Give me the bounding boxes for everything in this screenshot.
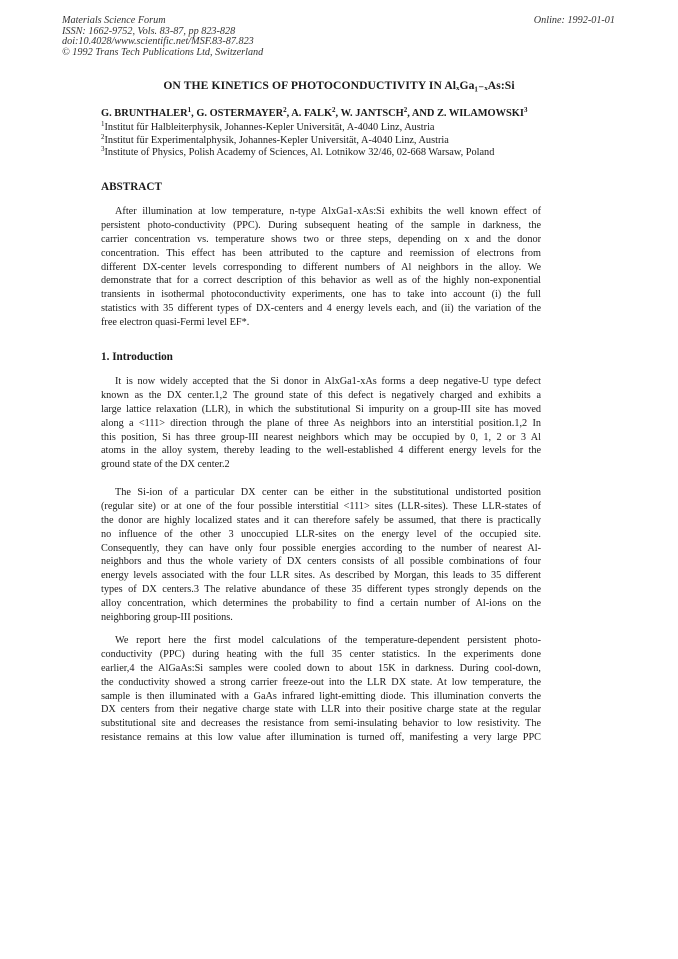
text-line: known as the DX center.1,2 The ground state of this defect is negatively charged and exhibits a [101, 389, 541, 401]
text-line: along a <111> direction through the plane of three As neighbors into an interstitial position.1,2 In [101, 417, 541, 429]
affiliation-1-text: Institut für Halbleiterphysik, Johannes-Kepler Universität, A-4040 Linz, Austria [104, 122, 435, 133]
text-line: It is now widely accepted that the Si donor in AlxGa1-xAs forms a deep negative-U type defect [115, 376, 541, 387]
author-separator: , [286, 108, 292, 119]
affiliation-3-text: Institute of Physics, Polish Academy of Sciences, Al. Lotnikow 32/46, 02-668 Warsaw, Poland [104, 147, 495, 159]
abstract-line: statistics with 35 different types of DX-centers and 4 energy levels each, and (ii) the variation of the [101, 303, 541, 315]
author-4-sup: 2 [403, 106, 408, 114]
text-line: the donor are highly localized states and it can therefore safely be assumed, that there is practically [101, 514, 541, 526]
text-line: earlier,4 the AlGaAs:Si samples were cooled down to about 15K in darkness. During cool-down, [101, 662, 541, 674]
author-4: W. JANTSCH [340, 108, 404, 119]
affiliation-2-text: Institut für Experimentalphysik, Johannes-Kepler Universität, A-4040 Linz, Austria [104, 134, 449, 146]
online-date: Online: 1992-01-01 [533, 15, 615, 26]
intro-paragraph-3 [101, 634, 541, 745]
abstract-line: demonstrate that for a correct description of this behavior as well as of the highly non-exponential [101, 275, 541, 287]
text-line: The Si-ion of a particular DX center can be either in the substitutional undistorted position [115, 487, 541, 498]
intro-paragraph-1 [101, 375, 541, 472]
text-line: atoms in the alloy system, thereby leading to the well-established 4 different energy levels for the [101, 445, 541, 457]
text-line: DX centers from their negative charge state with LLR into their positive charge state at the regular [101, 704, 541, 716]
copyright-line: © 1992 Trans Tech Publications Ltd, Switzerland [62, 46, 264, 58]
text-line: We report here the first model calculations of the temperature-dependent persistent photo- [115, 635, 541, 646]
affiliation-1-sup: 1 [101, 120, 105, 128]
paper-title-text: ON THE KINETICS OF PHOTOCONDUCTIVITY IN AlₓGa₁₋ₓAs:Si [163, 79, 515, 92]
author-2-sup: 2 [283, 106, 287, 114]
text-line: neighboring group-III positions. [101, 612, 233, 624]
affiliation-2 [101, 132, 494, 148]
text-line: alloy concentration, which determines the probability to find a certain number of Al-ions on the [101, 598, 541, 610]
text-line: energy levels associated with the four LLR sites. As described by Morgan, this leads to 35 different [101, 570, 541, 582]
text-line: (regular site) or at one of the four possible interstitial <111> sites (LLR-sites). These LLR-states of [101, 500, 541, 512]
abstract-heading: ABSTRACT [101, 181, 162, 193]
doi-line: doi:10.4028/www.scientific.net/MSF.83-87.823 [62, 36, 254, 48]
text-line: ground state of the DX center.2 [101, 459, 230, 471]
text-line: neighbors and thus the whole variety of DX centers consists of all possible combinations of four [101, 556, 541, 568]
author-list [101, 108, 527, 119]
abstract-paragraph [101, 205, 541, 330]
author-5-sup: 3 [523, 106, 528, 114]
text-line: substitutional site and decreases the resistance from semi-insulating behavior to low resistivity. The [101, 718, 541, 730]
affiliation-3 [101, 147, 494, 160]
abstract-line: free electron quasi-Fermi level EF*. [101, 317, 250, 329]
text-line: Consequently, they can have only four possible energies according to the number of nearest Al- [101, 542, 541, 554]
affiliation-list [101, 122, 494, 160]
abstract-line: carrier concentration vs. temperature shows two or three steps, depending on x and the donor [101, 233, 541, 245]
abstract-line: concentration. This effect has been attributed to the capture and reemission of electrons from [101, 247, 541, 259]
text-line: conductivity (PPC) during heating with the full 35 center statistics. In the experiments done [101, 648, 541, 660]
affiliation-2-sup: 2 [101, 132, 105, 141]
author-2: G. OSTERMAYER [196, 108, 284, 119]
author-3: A. FALK [291, 108, 333, 119]
affiliation-1 [101, 122, 494, 135]
abstract-line: persistent photo-conductivity (PPC). During subsequent heating of the sample in darkness, the [101, 219, 541, 231]
abstract-line: After illumination at low temperature, n-type AlxGa1-xAs:Si exhibits the well known effect of [115, 206, 541, 217]
text-line: sample is then illuminated with a GaAs infrared light-emitting diode. This illumination converts the [101, 690, 541, 702]
author-separator: , [335, 108, 341, 119]
affiliation-3-sup: 3 [101, 145, 105, 154]
text-line: this position, Si has three group-III nearest neighbors which may be occupied by 0, 1, 2 or 3 Al [101, 431, 541, 443]
author-5: Z. WILAMOWSKI [436, 108, 524, 119]
abstract-line: different DX-center levels corresponding to different numbers of Al neighbors in the alloy. We [101, 261, 541, 273]
text-line: types of DX centers.3 The relative abundance of these 35 different types strongly depends on the [101, 584, 541, 596]
author-1: G. BRUNTHALER [101, 108, 188, 119]
intro-paragraph-2 [101, 486, 541, 625]
text-line: no influence of the other 3 unoccupied LLR-sites on the energy level of the occupied site. [101, 528, 541, 540]
issn-line: ISSN: 1662-9752, Vols. 83-87, pp 823-828 [62, 25, 236, 37]
text-line: the conductivity showed a strong carrier freeze-out into the LLR DX state. At low temperature, the [101, 676, 541, 688]
author-1-sup: 1 [187, 106, 192, 114]
author-separator: , [191, 108, 197, 119]
paper-title [0, 78, 678, 92]
abstract-line: transients in isothermal photoconductivity experiments, one has to take into account (i) the full [101, 289, 541, 301]
journal-name: Materials Science Forum [62, 15, 166, 26]
author-3-sup: 2 [332, 106, 336, 114]
text-line: large lattice relaxation (LLR), in which the substitutional Si impurity on a group-III site has moved [101, 403, 541, 415]
journal-header [62, 16, 263, 58]
text-line: resistance remains at this low value after illumination is turned off, manifesting a very large PPC [101, 732, 541, 744]
author-conjunction: , AND [407, 108, 437, 119]
intro-heading: 1. Introduction [101, 351, 173, 363]
